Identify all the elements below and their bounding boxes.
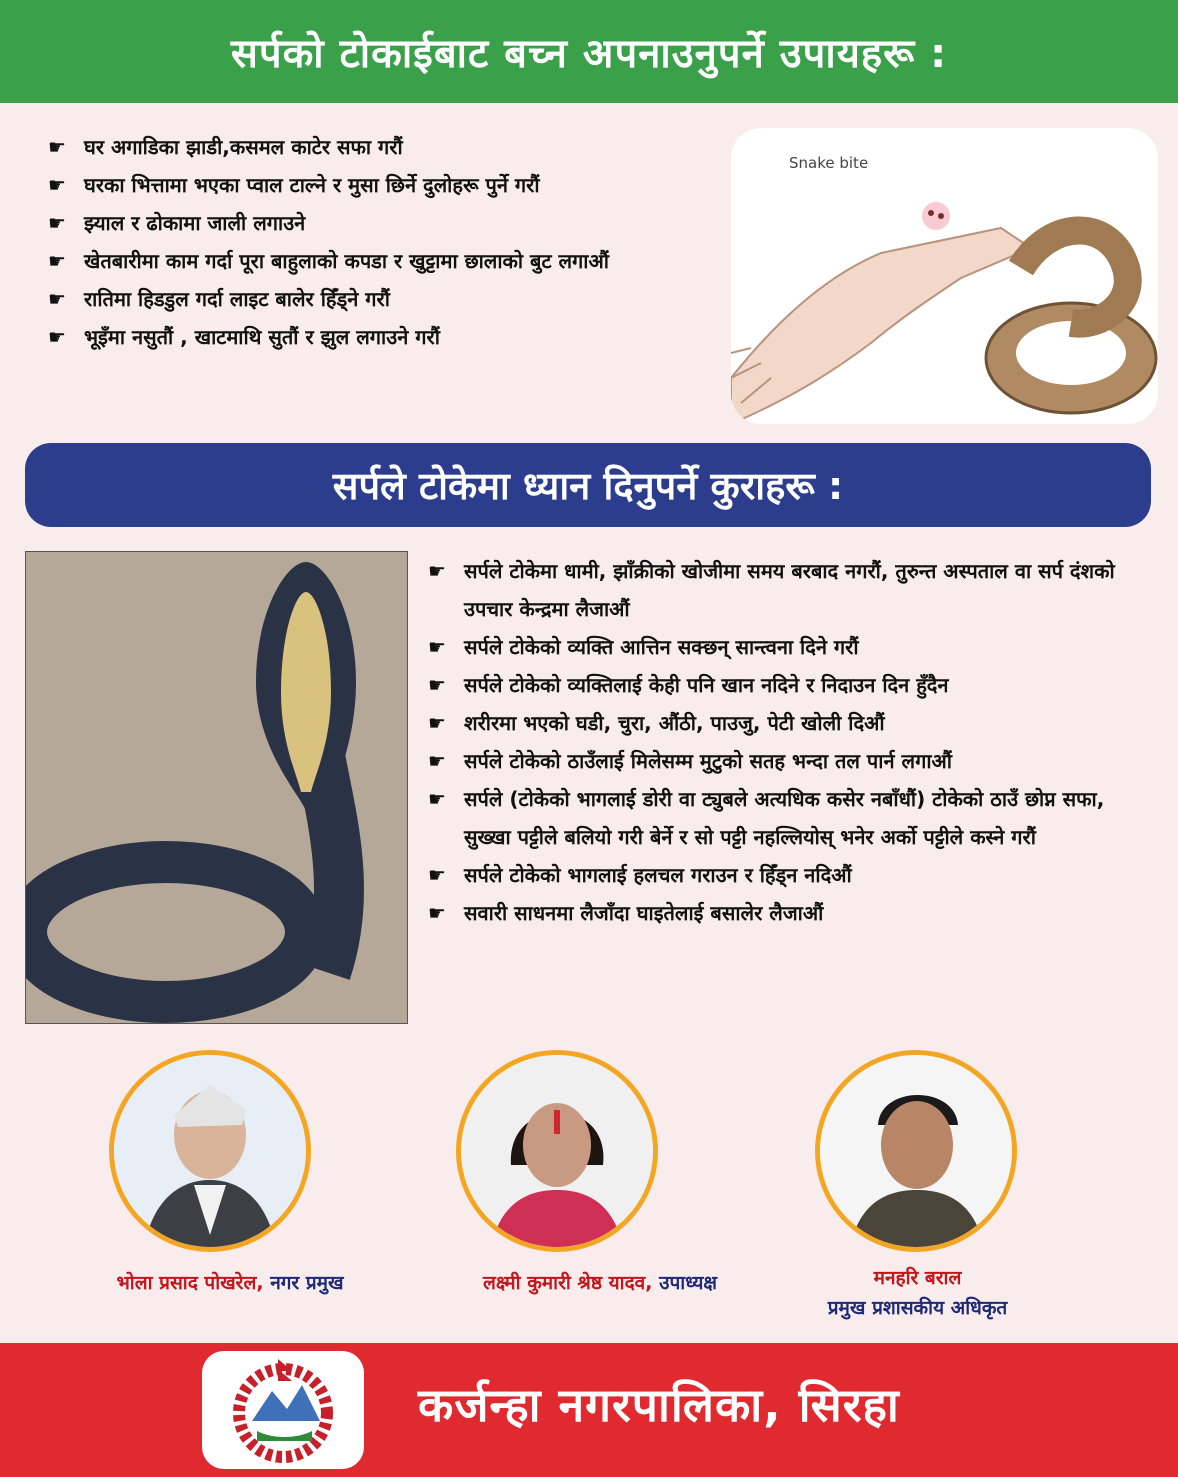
mayor-name: भोला प्रसाद पोखरेल, [116,1272,264,1294]
list-item: ☛ सर्पले टोकेमा धामी, झाँक्रीको खोजीमा समय बरबाद नगरौं, तुरुन्त अस्पताल वा सर्प दंशको उपचार केन्द्रमा लैजाऔं [428,552,1148,628]
pointing-hand-icon: ☛ [48,211,66,235]
list-item: ☛ सर्पले टोकेको भागलाई हलचल गराउन र हिँड्न नदिऔं [428,856,1148,894]
snake-bite-illustration [731,128,1158,424]
list-item: ☛ रातिमा हिडडुल गर्दा लाइट बालेर हिँड्ने गरौं [48,280,728,318]
snake-bite-caption: Snake bite [789,154,869,172]
top-banner [0,0,1178,103]
municipality-name: कर्जन्हा नगरपालिका, सिरहा [418,1378,900,1432]
deputy-mayor-role: उपाध्यक्ष [659,1272,718,1294]
cobra-drawing [26,552,407,1023]
pointing-hand-icon: ☛ [428,559,446,583]
care-banner [25,443,1151,527]
pointing-hand-icon: ☛ [428,901,446,925]
list-item: ☛ शरीरमा भएको घडी, चुरा, औंठी, पाउजु, पेटी खोली दिऔं [428,704,1148,742]
cao-caption [780,1263,1055,1323]
pointing-hand-icon: ☛ [428,863,446,887]
pointing-hand-icon: ☛ [48,249,66,273]
list-item: ☛ घरका भित्तामा भएका प्वाल टाल्ने र मुसा छिर्ने दुलोहरू पुर्ने गरौं [48,166,728,204]
list-item: ☛ सवारी साधनमा लैजाँदा घाइतेलाई बसालेर लैजाऔं [428,894,1148,932]
pointing-hand-icon: ☛ [48,135,66,159]
pointing-hand-icon: ☛ [48,287,66,311]
pointing-hand-icon: ☛ [428,787,446,811]
pointing-hand-icon: ☛ [428,635,446,659]
mayor-caption [45,1268,415,1298]
prevention-list [48,128,728,356]
pointing-hand-icon: ☛ [428,749,446,773]
deputy-mayor-photo [456,1050,658,1252]
mayor-role: नगर प्रमुख [270,1272,344,1294]
cao-photo [815,1050,1017,1252]
list-item: ☛ खेतबारीमा काम गर्दा पूरा बाहुलाको कपडा र खुट्टामा छालाको बुट लगाऔं [48,242,728,280]
pointing-hand-icon: ☛ [48,325,66,349]
list-item: ☛ सर्पले टोकेको ठाउँलाई मिलेसम्म मुटुको सतह भन्दा तल पार्न लगाऔं [428,742,1148,780]
hand-and-snake-drawing [731,128,1158,424]
list-item: ☛ सर्पले टोकेको व्यक्तिलाई केही पनि खान नदिने र निदाउन दिन हुँदैन [428,666,1148,704]
deputy-mayor-caption [410,1268,790,1298]
footer-band [0,1343,1178,1477]
government-emblem-logo [202,1351,364,1469]
pointing-hand-icon: ☛ [428,673,446,697]
pointing-hand-icon: ☛ [48,173,66,197]
list-item: ☛ सर्पले टोकेको व्यक्ति आत्तिन सक्छन् सान्त्वना दिने गरौं [428,628,1148,666]
list-item: ☛ भूइँमा नसुतौं , खाटमाथि सुतौं र झुल लगाउने गरौं [48,318,728,356]
cao-name: मनहरि बराल [873,1267,962,1289]
list-item: ☛ सर्पले (टोकेको भागलाई डोरी वा ट्युबले अत्यधिक कसेर नबाँधौं) टोकेको ठाउँ छोप्न सफा, सुख्खा पट्टीले बलियो गरी बेर्ने र सो पट्टी नहल्लियोस् भनेर अर्को पट्टीले कस्ने गरौं [428,780,1148,856]
main-title: सर्पको टोकाईबाट बच्न अपनाउनुपर्ने उपायहरू : [230,31,948,77]
cobra-photo [25,551,408,1024]
mayor-photo [109,1050,311,1252]
pointing-hand-icon: ☛ [428,711,446,735]
list-item: ☛ झ्याल र ढोकामा जाली लगाउने [48,204,728,242]
list-item: ☛ घर अगाडिका झाडी,कसमल काटेर सफा गरौं [48,128,728,166]
cao-role: प्रमुख प्रशासकीय अधिकृत [827,1297,1008,1319]
care-title: सर्पले टोकेमा ध्यान दिनुपर्ने कुराहरू : [332,464,844,508]
care-list [428,552,1148,932]
deputy-mayor-name: लक्ष्मी कुमारी श्रेष्ठ यादव, [482,1272,653,1294]
